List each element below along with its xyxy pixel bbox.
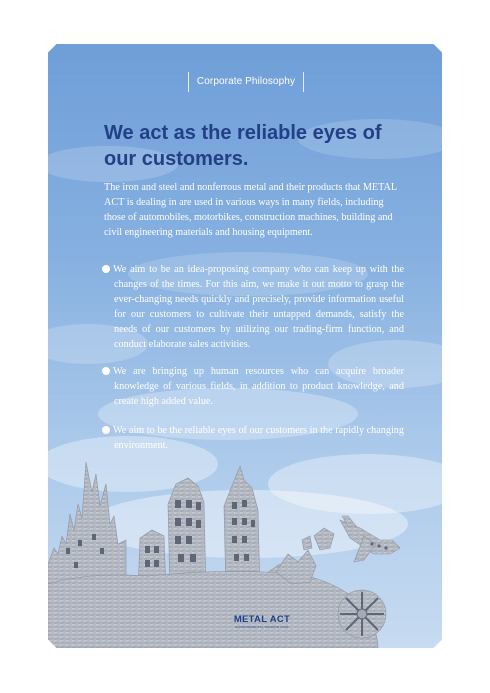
intro-paragraph: The iron and steel and nonferrous metal and their products that METAL ACT is dealing in are used in various ways in many fields, including those of automobiles, motorbikes, construction machines, building and civil engineering materials and housing equipment.	[104, 182, 397, 238]
page-title: We act as the reliable eyes of our customers.	[104, 122, 382, 170]
logo-tagline: ENVIRONMENTAL TRADING FIRM	[235, 625, 289, 629]
bullet-icon	[102, 426, 110, 434]
list-item	[102, 364, 404, 409]
point-text: We aim to be the reliable eyes of our customers in the rapidly changing environment.	[113, 425, 404, 451]
point-text: We aim to be an idea-proposing company who can keep up with the changes of the times. For this aim, we make it out motto to grasp the ever-changing needs quickly and precisely, provide information useful for our customers to cultivate their untapped demands, satisfy the needs of our customers by utilizing our trading-firm function, and conduct elaborate sales activities.	[113, 264, 404, 350]
point-text: We are bringing up human resources who can acquire broader knowledge of various fields, in addition to product knowledge, and create high added value.	[113, 366, 404, 407]
metal-act-logo	[222, 615, 302, 629]
philosophy-list	[102, 262, 404, 467]
philosophy-panel	[48, 44, 442, 648]
section-label: Corporate Philosophy	[188, 72, 304, 92]
list-item	[102, 262, 404, 352]
bullet-icon	[102, 367, 110, 375]
bullet-icon	[102, 265, 110, 273]
logo-wordmark: METAL ACT	[233, 614, 291, 625]
